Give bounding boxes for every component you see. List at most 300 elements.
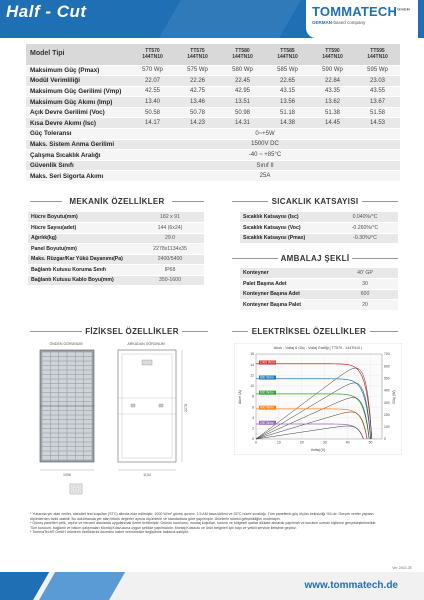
spec-row	[26, 76, 400, 87]
spec-cell: 22.07	[130, 76, 175, 87]
kv-label: Hücre Sayısı(adet)	[28, 223, 136, 234]
solar-cell	[42, 411, 50, 415]
spec-shared-value: 0~+5W	[130, 129, 400, 140]
solar-cell	[42, 379, 50, 383]
kv-label: Sıcaklık Katsayısı (Pmax)	[240, 233, 332, 244]
solar-cell	[84, 357, 92, 361]
solar-cell	[42, 433, 50, 437]
width-dimension: 1134	[143, 473, 151, 477]
x-tick-label: 10	[277, 440, 281, 445]
solar-cell	[76, 456, 84, 460]
solar-cell	[42, 456, 50, 460]
inner-width-dimension: 1096	[63, 473, 71, 477]
y-right-tick-label: 500	[384, 376, 390, 381]
kv-label: Konteyner	[240, 268, 332, 279]
mechanical-title: MEKANİK ÖZELLİKLER	[69, 197, 165, 206]
section-rule	[232, 258, 278, 259]
section-rule	[172, 201, 204, 202]
solar-cell	[67, 366, 75, 370]
model-name: TT580	[235, 48, 250, 55]
solar-cell	[76, 357, 84, 361]
solar-cell	[42, 438, 50, 442]
frame-profile-detail	[70, 484, 82, 494]
x-tick-label: 20	[299, 440, 304, 445]
spec-row	[26, 107, 400, 118]
spec-shared-row	[26, 139, 400, 150]
chart-title: Akım - Voltaj & Güç - Voltaj Grafiği ( TT570 - 144TN10 )	[273, 346, 363, 350]
kv-row	[28, 212, 204, 223]
solar-cell	[76, 370, 84, 374]
solar-cell	[59, 384, 67, 388]
iv-chart	[234, 343, 402, 455]
spec-shared-row	[26, 129, 400, 140]
solar-cell	[67, 352, 75, 356]
solar-cell	[51, 406, 59, 410]
height-dimension: 2278	[184, 404, 188, 412]
solar-cell	[51, 429, 59, 433]
footer-band	[0, 572, 424, 600]
solar-cell	[76, 415, 84, 419]
spec-cell: 595 Wp	[355, 65, 400, 76]
logo-gmbh: GmbH	[397, 6, 410, 12]
spec-shared-value: 25A	[130, 171, 400, 182]
solar-cell	[67, 406, 75, 410]
spec-cell: 51.58	[355, 107, 400, 118]
solar-cell	[59, 388, 67, 392]
footnote-line: Tüm kurulum, bağlantı ve bakım çalışmaları Montaj Kılavuzuna uygun şekilde yapılmalıdır. Montaj Kılavuzu ve ürün belgeleri için bayi ve yetkili servisle iletişime geçiniz.	[30, 525, 297, 530]
solar-cell	[67, 442, 75, 446]
physical-title: FİZİKSEL ÖZELLİKLER	[85, 327, 179, 336]
kv-label: Palet Başına Adet	[240, 279, 332, 290]
solar-cell	[42, 366, 50, 370]
solar-cell	[76, 375, 84, 379]
spec-cell: 13.40	[130, 97, 175, 108]
kv-value: IP68	[136, 265, 204, 276]
solar-cell	[51, 447, 59, 451]
logo-tagline-b: -based company	[332, 20, 366, 25]
kv-row	[28, 233, 204, 244]
solar-cell	[59, 442, 67, 446]
model-suffix: 144TN10	[322, 54, 343, 61]
solar-cell	[67, 375, 75, 379]
solar-cell	[84, 379, 92, 383]
solar-cell	[51, 370, 59, 374]
solar-cell	[67, 411, 75, 415]
solar-cell	[84, 415, 92, 419]
solar-cell	[42, 442, 50, 446]
temperature-table	[240, 212, 398, 244]
electrical-title: ELEKTRİKSEL ÖZELLİKLER	[251, 327, 367, 336]
y-left-tick-label: 12	[250, 373, 254, 378]
spec-cell: 585 Wp	[265, 65, 310, 76]
spec-cell: 13.67	[355, 97, 400, 108]
spec-cell: 50.98	[220, 107, 265, 118]
section-rule	[30, 331, 82, 332]
solar-cell	[76, 397, 84, 401]
solar-cell	[59, 429, 67, 433]
spec-cell: 23.03	[355, 76, 400, 87]
brand-logo	[306, 0, 418, 38]
solar-cell	[76, 411, 84, 415]
solar-cell	[84, 456, 92, 460]
solar-cell	[84, 447, 92, 451]
y-left-tick-label: 14	[250, 362, 254, 367]
spec-row	[26, 65, 400, 76]
solar-cell	[59, 451, 67, 455]
kv-row	[240, 268, 398, 279]
y-left-tick-label: 10	[250, 384, 254, 389]
solar-cell	[51, 424, 59, 428]
solar-cell	[84, 397, 92, 401]
solar-cell	[67, 384, 75, 388]
spec-cell: 14.53	[355, 118, 400, 129]
section-rule	[362, 201, 398, 202]
model-header	[265, 44, 310, 65]
solar-cell	[51, 415, 59, 419]
kv-value: 350-1600	[136, 275, 204, 286]
spec-cell: 13.46	[175, 97, 220, 108]
kv-value: 182 x 91	[136, 212, 204, 223]
solar-cell	[76, 447, 84, 451]
series-label: 1000 W/m²	[260, 360, 276, 365]
kv-value: 144 (6x24)	[136, 223, 204, 234]
section-rule	[232, 201, 268, 202]
solar-cell	[59, 352, 67, 356]
solar-cell	[42, 361, 50, 365]
solar-cell	[59, 375, 67, 379]
solar-cell	[76, 379, 84, 383]
series-label: 800 W/m²	[260, 375, 274, 380]
solar-cell	[42, 406, 50, 410]
solar-cell	[59, 397, 67, 401]
y-left-tick-label: 0	[252, 437, 254, 442]
solar-cell	[42, 393, 50, 397]
solar-cell	[84, 375, 92, 379]
kv-label: Konteyner Başına Palet	[240, 300, 332, 311]
model-name: TT575	[190, 48, 205, 55]
solar-cell	[67, 397, 75, 401]
solar-cell	[59, 370, 67, 374]
spec-cell: 13.51	[220, 97, 265, 108]
spec-row-label: Maksimum Güç Akımı (Imp)	[26, 97, 130, 108]
spec-cell: 575 Wp	[175, 65, 220, 76]
spec-cell: 51.18	[265, 107, 310, 118]
chart-ylabel-left: Akım (A)	[238, 390, 242, 404]
spec-cell: 13.62	[310, 97, 355, 108]
solar-cell	[84, 384, 92, 388]
spec-table	[26, 44, 400, 182]
spec-header-label: Model Tipi	[26, 44, 130, 65]
document-version: Ver 2402.2E	[392, 566, 412, 570]
kv-row	[240, 289, 398, 300]
model-name: TT570	[145, 48, 160, 55]
solar-cell	[42, 352, 50, 356]
solar-cell	[76, 433, 84, 437]
y-left-tick-label: 8	[252, 394, 254, 399]
solar-cell	[42, 375, 50, 379]
spec-shared-row	[26, 150, 400, 161]
series-label: 400 W/m²	[260, 405, 274, 410]
spec-row-label: Güvenlik Sınıfı	[26, 160, 130, 171]
y-left-tick-label: 2	[252, 426, 254, 431]
solar-cell	[59, 447, 67, 451]
model-header	[130, 44, 175, 65]
packaging-table	[240, 268, 398, 311]
section-rule	[232, 331, 248, 332]
spec-row-label: Güç Toleransı	[26, 129, 130, 140]
solar-cell	[59, 379, 67, 383]
spec-cell: 43.55	[355, 86, 400, 97]
y-right-tick-label: 200	[384, 412, 390, 417]
solar-cell	[59, 420, 67, 424]
solar-cell	[51, 420, 59, 424]
spec-cell: 13.56	[265, 97, 310, 108]
section-rule	[370, 331, 398, 332]
spec-row-label: Maks. Seri Sigorta Akımı	[26, 171, 130, 182]
kv-label: Bağlantı Kutusu Koruma Sınıfı	[28, 265, 136, 276]
solar-cell	[51, 397, 59, 401]
solar-cell	[67, 379, 75, 383]
solar-cell	[67, 393, 75, 397]
kv-label: Ağırlık(kg)	[28, 233, 136, 244]
x-tick-label: 30	[322, 440, 327, 445]
kv-value: 40' GP	[332, 268, 398, 279]
solar-cell	[59, 433, 67, 437]
chart-ylabel-right: Güç (W)	[392, 390, 396, 404]
solar-cell	[84, 438, 92, 442]
spec-cell: 14.31	[220, 118, 265, 129]
solar-cell	[42, 424, 50, 428]
model-name: TT595	[370, 48, 385, 55]
solar-cell	[42, 429, 50, 433]
spec-cell: 14.23	[175, 118, 220, 129]
website-link[interactable]: www.tommatech.de	[304, 580, 398, 591]
footnote-line: ölçümlerden farklı olabilir. Bu dokümanda yer alan teknik değerler ayrıca ölçümlerin ve standartlara göre yapılmıştır. Ürünlerin sürekli geliştirildiğini unutmayın.	[30, 516, 281, 521]
page-title: Half - Cut	[6, 2, 87, 21]
spec-cell: 22.84	[310, 76, 355, 87]
solar-cell	[67, 451, 75, 455]
solar-cell	[59, 456, 67, 460]
footer-stripe	[34, 572, 127, 600]
model-suffix: 144TN10	[232, 54, 253, 61]
model-name: TT590	[325, 48, 340, 55]
footnote-line: * Güneş panelleri çelik, cephe ve benzeri alanlarda uygulanmak üzere üretilmiştir. Ürünün kurulumu; montaj koşulları, konum ve bölgesel şartlar dikkate alınarak yapılmalı ve kurulum uzman kişilerce gerçekleştirilmelidir.	[30, 521, 377, 526]
spec-row-label: Çalışma Sıcaklık Aralığı	[26, 150, 130, 161]
solar-cell	[42, 357, 50, 361]
kv-row	[28, 244, 204, 255]
solar-cell	[42, 384, 50, 388]
spec-row	[26, 118, 400, 129]
section-rule	[30, 201, 62, 202]
solar-cell	[51, 433, 59, 437]
solar-cell	[51, 393, 59, 397]
spec-cell: 590 Wp	[310, 65, 355, 76]
kv-label: Sıcaklık Katsayısı (Isc)	[240, 212, 332, 223]
kv-row	[28, 275, 204, 286]
solar-cell	[42, 447, 50, 451]
kv-row	[240, 223, 398, 234]
solar-cell	[67, 424, 75, 428]
spec-cell: 50.78	[175, 107, 220, 118]
spec-cell: 43.35	[310, 86, 355, 97]
solar-cell	[76, 388, 84, 392]
junction-box	[142, 360, 152, 365]
y-right-tick-label: 700	[384, 352, 390, 357]
mounting-hole	[131, 404, 135, 407]
solar-cell	[84, 442, 92, 446]
kv-label: Bağlantı Kutusu Kablo Boyu(mm)	[28, 275, 136, 286]
x-tick-label: 50	[368, 440, 373, 445]
model-header	[355, 44, 400, 65]
solar-cell	[84, 429, 92, 433]
solar-cell	[84, 424, 92, 428]
front-view-label: ÖNDEN GÖRÜNÜM	[49, 342, 83, 346]
packaging-title: AMBALAJ ŞEKLİ	[280, 254, 350, 263]
solar-cell	[59, 424, 67, 428]
solar-cell	[76, 352, 84, 356]
model-suffix: 144TN10	[142, 54, 163, 61]
solar-cell	[42, 420, 50, 424]
solar-cell	[84, 370, 92, 374]
kv-row	[240, 212, 398, 223]
spec-header-row	[26, 44, 400, 65]
solar-cell	[67, 438, 75, 442]
solar-cell	[42, 397, 50, 401]
solar-cell	[51, 357, 59, 361]
spec-row	[26, 86, 400, 97]
x-tick-label: 0	[255, 440, 257, 445]
chart-grid	[256, 354, 382, 439]
back-view-panel	[118, 350, 176, 462]
kv-value: 600	[332, 289, 398, 300]
solar-cell	[51, 438, 59, 442]
solar-cell	[51, 352, 59, 356]
solar-cell	[67, 433, 75, 437]
model-name: TT585	[280, 48, 295, 55]
kv-row	[240, 233, 398, 244]
solar-cell	[84, 361, 92, 365]
y-right-tick-label: 400	[384, 388, 390, 393]
solar-cell	[76, 384, 84, 388]
spec-cell: 580 Wp	[220, 65, 265, 76]
solar-cell	[76, 402, 84, 406]
solar-cell	[67, 370, 75, 374]
y-left-tick-label: 4	[252, 415, 254, 420]
kv-row	[28, 254, 204, 265]
solar-cell	[59, 438, 67, 442]
solar-cell	[42, 402, 50, 406]
solar-cell	[42, 415, 50, 419]
spec-shared-value: -40 ~ +85°C	[130, 150, 400, 161]
spec-row	[26, 97, 400, 108]
kv-label: Maks. Rüzgar/Kar Yükü Dayanımı(Pa)	[28, 254, 136, 265]
spec-cell: 50.58	[130, 107, 175, 118]
solar-cell	[76, 451, 84, 455]
solar-cell	[84, 406, 92, 410]
solar-cell	[51, 456, 59, 460]
solar-cell	[76, 442, 84, 446]
model-header	[220, 44, 265, 65]
solar-cell	[59, 393, 67, 397]
solar-cell	[59, 366, 67, 370]
kv-label: Panel Boyutu(mm)	[28, 244, 136, 255]
kv-value: -0.260%/°C	[332, 223, 398, 234]
solar-cell	[51, 384, 59, 388]
spec-cell: 51.38	[310, 107, 355, 118]
solar-cell	[76, 361, 84, 365]
solar-cell	[76, 366, 84, 370]
y-right-tick-label: 600	[384, 364, 390, 369]
solar-cell	[84, 433, 92, 437]
model-suffix: 144TN10	[277, 54, 298, 61]
kv-value: 30	[332, 279, 398, 290]
spec-row-label: Açık Devre Gerilimi (Voc)	[26, 107, 130, 118]
solar-cell	[67, 357, 75, 361]
solar-cell	[67, 361, 75, 365]
spec-shared-value: 1500V DC	[130, 139, 400, 150]
logo-tagline-a: GERMAN	[312, 20, 332, 25]
spec-cell: 14.45	[310, 118, 355, 129]
x-tick-label: 40	[345, 440, 350, 445]
solar-cell	[51, 451, 59, 455]
spec-shared-row	[26, 171, 400, 182]
spec-cell: 42.55	[130, 86, 175, 97]
kv-value: 0.040%/°C	[332, 212, 398, 223]
spec-cell: 22.65	[265, 76, 310, 87]
temperature-title: SICAKLIK KATSAYISI	[271, 197, 359, 206]
solar-cell	[84, 388, 92, 392]
solar-cell	[51, 375, 59, 379]
solar-cell	[76, 420, 84, 424]
spec-row-label: Maksimum Güç (Pmax)	[26, 65, 130, 76]
solar-cell	[42, 451, 50, 455]
solar-cell	[51, 388, 59, 392]
back-view-label: ARKADAN GÖRÜNÜM	[127, 342, 165, 346]
solar-cell	[67, 447, 75, 451]
series-label: 600 W/m²	[260, 390, 274, 395]
solar-cell	[59, 402, 67, 406]
solar-cell	[84, 352, 92, 356]
solar-cell	[51, 402, 59, 406]
solar-cell	[84, 402, 92, 406]
front-view-panel	[40, 350, 94, 462]
kv-label: Sıcaklık Katsayısı (Voc)	[240, 223, 332, 234]
spec-cell: 14.38	[265, 118, 310, 129]
solar-cell	[67, 420, 75, 424]
mechanical-table	[28, 212, 204, 286]
solar-cell	[51, 379, 59, 383]
model-header	[310, 44, 355, 65]
solar-cell	[59, 411, 67, 415]
spec-cell: 570 Wp	[130, 65, 175, 76]
y-left-tick-label: 6	[252, 405, 254, 410]
model-suffix: 144TN10	[367, 54, 388, 61]
logo-name: TOMMATECH	[312, 4, 398, 19]
y-right-tick-label: 0	[384, 437, 386, 442]
solar-cell	[76, 424, 84, 428]
y-right-tick-label: 300	[384, 400, 390, 405]
solar-cell	[84, 366, 92, 370]
kv-value: -0.30%/°C	[332, 233, 398, 244]
kv-value: 2278x1134x35	[136, 244, 204, 255]
solar-cell	[76, 393, 84, 397]
footnote-line: * Yukarıda yer alan veriler, standart test koşulları (STC) altında elde edilmiştir: 1000 W/m² güneş ışınımı, 1.5 AM hava kütlesi ve 25°C hücre sıcaklığı. Tüm panellerin güç ölçüm belirsizliği %3 dır. Gerçek veriler yapılan	[30, 512, 374, 516]
solar-cell	[59, 357, 67, 361]
spec-row-label: Modül Verimliliği	[26, 76, 130, 87]
spec-cell: 43.15	[265, 86, 310, 97]
panel-drawing	[26, 338, 216, 508]
footnotes	[30, 512, 398, 535]
